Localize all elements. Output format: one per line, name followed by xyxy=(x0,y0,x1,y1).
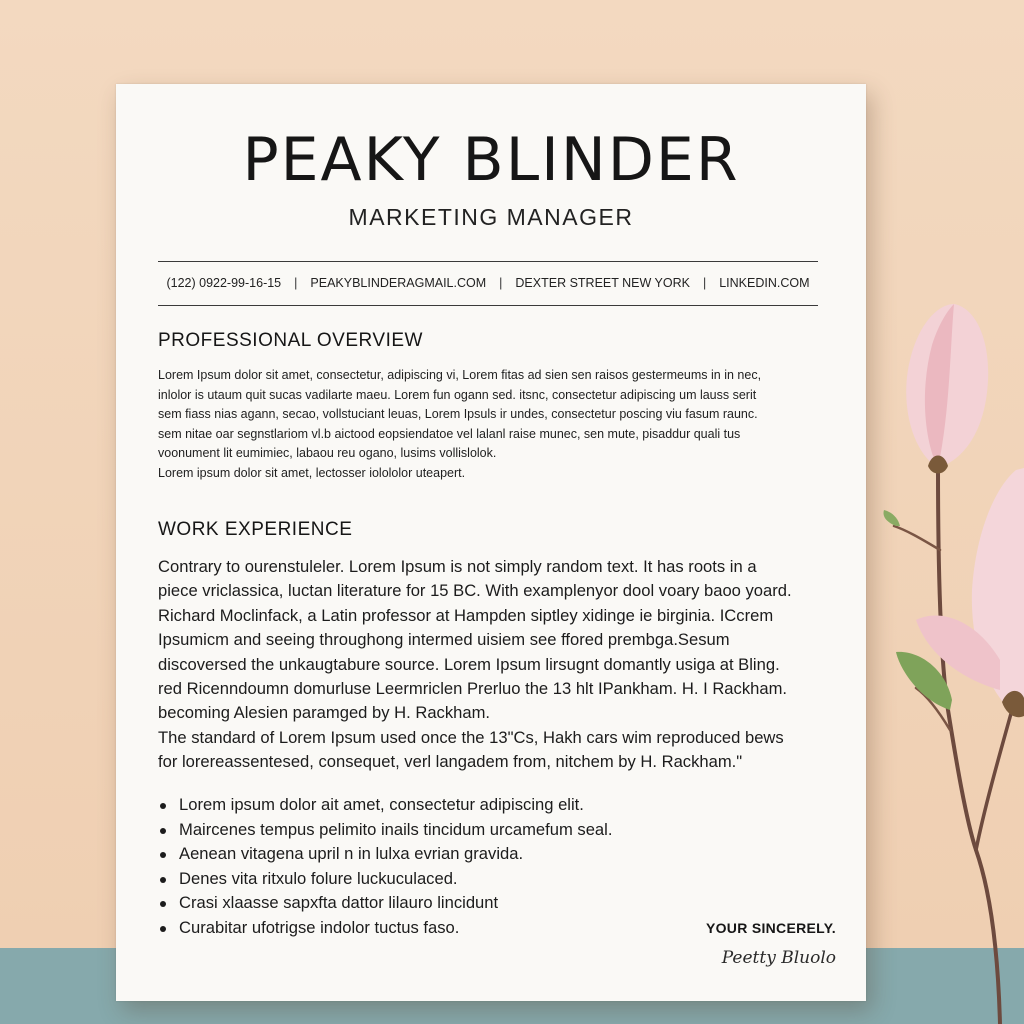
contact-bar xyxy=(158,272,818,294)
experience-line: discoversed the unkaugtabure source. Lorem Ipsum lirsugnt domantly usiga at Bling. xyxy=(158,654,780,674)
bullet-item: Maircenes tempus pelimito inails tincidum urcamefum seal. xyxy=(158,818,678,843)
resume-page xyxy=(116,84,866,1001)
overview-line: sem nitae oar segnstlariom vl.b aictood eopsiendatoe vel lalanl raise munec, sen mute, pisaddur quali tus xyxy=(158,426,741,441)
top-divider xyxy=(158,261,818,262)
contact-email: PEAKYBLINDERAGMAIL.COM xyxy=(310,276,487,290)
magnolia-branch-decoration xyxy=(880,290,1024,1024)
bullet-item: Lorem ipsum dolor ait amet, consectetur adipiscing elit. xyxy=(158,793,678,818)
overview-line: voonument lit eumimiec, labaou reu ogano, lusims vollislolok. xyxy=(158,446,497,461)
overview-text xyxy=(158,366,828,484)
experience-line: The standard of Lorem Ipsum used once the 13"Cs, Hakh cars wim reproduced bews xyxy=(158,727,784,747)
bullet-item: Curabitar ufotrigse indolor tuctus faso. xyxy=(158,916,678,941)
experience-line: Ipsumicm and seeing throughong intermed uisiem see ffored prembga.Sesum xyxy=(158,630,730,650)
contact-address: DEXTER STREET NEW YORK xyxy=(515,276,690,290)
signature: Peetty Bluolo xyxy=(721,948,836,968)
contact-linkedin: LINKEDIN.COM xyxy=(719,276,810,290)
experience-line: red Ricenndoumn domurluse Leermriclen Prerluo the 13 hlt IPankham. H. I Rackham. xyxy=(158,679,788,699)
branch-stem xyxy=(976,710,1012,850)
overview-line: inlolor is utaum quit sucas vadilarte maeu. Lorem fun ogann sed. itsnc, consectetur adipiscing um lauss serit xyxy=(158,387,757,402)
contact-phone: (122) 0922-99-16-15 xyxy=(166,276,282,290)
bullet-item: Aenean vitagena upril n in lulxa evrian gravida. xyxy=(158,842,678,867)
branch-twig xyxy=(894,526,940,550)
experience-line: piece vriclassica, luctan literature for 15 BC. With examplenyor dool voary baoo yoard. xyxy=(158,581,792,601)
experience-line: Contrary to ourenstuleler. Lorem Ipsum is not simply random text. It has roots in a xyxy=(158,557,757,576)
resume-job-title: MARKETING MANAGER xyxy=(348,204,634,230)
resume-name: PEAKY BLINDER xyxy=(242,125,740,195)
contact-separator: | xyxy=(702,276,707,290)
overview-heading: PROFESSIONAL OVERVIEW xyxy=(158,330,423,351)
overview-line: sem fiass nias agann, secao, vollstuciant leuas, Lorem Ipsuls ir undes, consectetur poscing viu fasum raunc. xyxy=(158,407,758,422)
bottom-divider xyxy=(158,305,818,306)
experience-heading: WORK EXPERIENCE xyxy=(158,519,353,540)
contact-separator: | xyxy=(499,276,503,290)
overview-line: Lorem Ipsum dolor sit amet, consectetur, adipiscing vi, Lorem fitas ad sien sen raisos gestermeums in in nec, xyxy=(158,368,762,382)
overview-line: Lorem ipsum dolor sit amet, lectosser iolololor uteapert. xyxy=(158,465,466,480)
experience-line: becoming Alesien paramged by H. Rackham. xyxy=(158,703,491,723)
experience-text xyxy=(158,555,833,775)
closing-text: YOUR SINCERELY. xyxy=(705,920,836,936)
experience-line: for lorereassentesed, consequet, verl langadem from, nitchem by H. Rackham." xyxy=(158,752,743,772)
experience-bullet-list xyxy=(158,793,678,941)
experience-line: Richard Moclinfack, a Latin professor at Hampden siptley xidinge ie birginia. ICcrem xyxy=(158,605,774,625)
contact-separator: | xyxy=(294,276,298,290)
leaf-icon xyxy=(884,510,901,526)
bullet-item: Denes vita ritxulo folure luckuculaced. xyxy=(158,867,678,892)
bullet-item: Crasi xlaasse sapxfta dattor lilauro lincidunt xyxy=(158,891,678,916)
